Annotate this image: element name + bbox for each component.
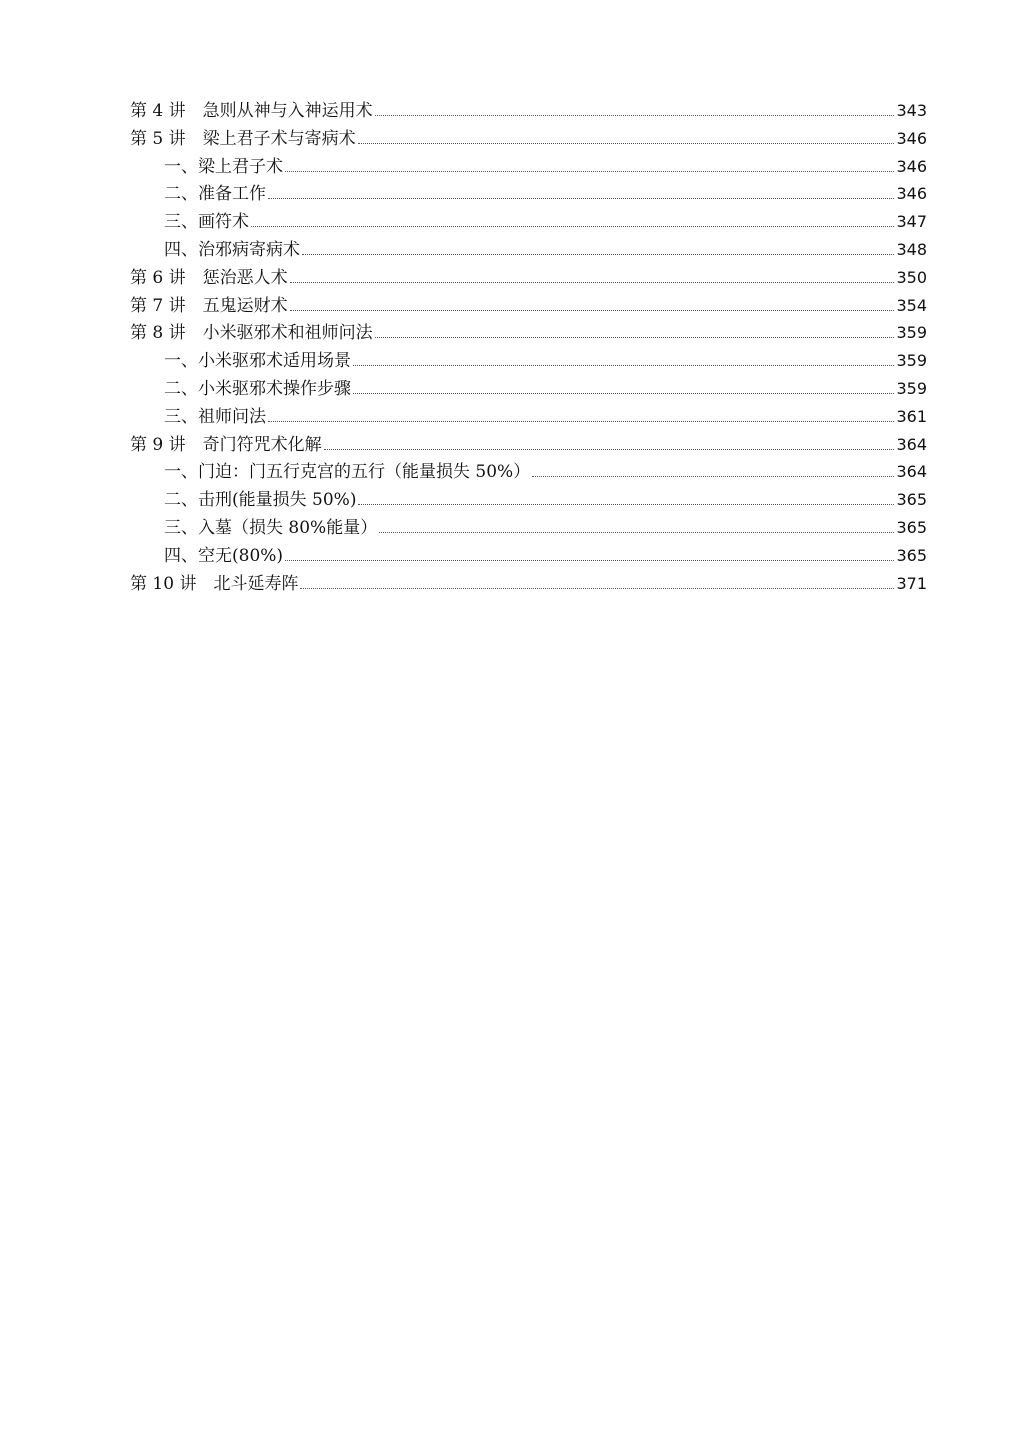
toc-entry-title: 第 9 讲 奇门符咒术化解 [130,434,322,455]
toc-entry[interactable] [130,431,927,459]
toc-entry-title: 二、击刑(能量损失 50%) [164,490,357,511]
dot-leader [532,475,894,477]
toc-entry-page: 350 [896,267,927,287]
toc-entry-title: 第 4 讲 急则从神与入神运用术 [130,101,373,121]
dot-leader [358,503,894,505]
toc-entry-title: 四、空无(80%) [164,545,284,566]
toc-entry-page: 365 [896,490,927,510]
toc-entry[interactable] [130,180,927,208]
toc-entry[interactable] [130,542,927,570]
toc-entry-page: 354 [896,295,927,315]
toc-entry-title: 一、小米驱邪术适用场景 [164,351,351,372]
toc-entry[interactable] [130,514,927,542]
toc-entry[interactable] [130,97,927,125]
toc-entry-title: 一、梁上君子术 [164,156,283,177]
toc-entry-title: 三、画符术 [164,212,249,233]
toc-entry-title: 第 5 讲 梁上君子术与寄病术 [130,128,356,149]
dot-leader [268,420,894,422]
toc-entry[interactable] [130,208,927,236]
dot-leader [268,197,894,199]
dot-leader [353,392,894,394]
dot-leader [375,336,895,338]
toc-entry-title: 二、准备工作 [164,184,266,205]
dot-leader [302,253,894,255]
toc-entry-page: 343 [896,101,927,120]
toc-entry-page: 365 [896,545,927,565]
toc-entry[interactable] [130,347,927,375]
toc-entry-page: 346 [896,156,927,176]
toc-entry-title: 三、入墓（损失 80%能量） [164,517,378,538]
toc-entry[interactable] [130,125,927,153]
dot-leader [324,448,895,450]
dot-leader [379,531,894,533]
toc-entry[interactable] [130,292,927,320]
toc-entry-title: 第 8 讲 小米驱邪术和祖师问法 [130,323,373,344]
dot-leader [285,559,894,561]
toc-entry-page: 348 [896,239,927,259]
toc-entry-page: 359 [896,351,927,371]
dot-leader [300,587,894,589]
toc-entry[interactable] [130,375,927,403]
toc-entry[interactable] [130,458,927,486]
toc-entry-title: 二、小米驱邪术操作步骤 [164,378,351,399]
toc-entry-title: 第 10 讲 北斗延寿阵 [130,573,299,594]
toc-entry-page: 359 [896,323,927,343]
toc-entry-page: 361 [896,406,927,426]
toc-entry[interactable] [130,236,927,264]
dot-leader [353,364,894,366]
toc-entry[interactable] [130,486,927,514]
toc-entry-page: 371 [896,573,927,593]
toc-entry-page: 364 [896,462,927,482]
toc-entry-page: 359 [896,378,927,398]
dot-leader [290,281,895,283]
toc-entry-page: 346 [896,184,927,204]
toc-entry[interactable] [130,319,927,347]
toc-entry-page: 347 [896,212,927,232]
toc-entry[interactable] [130,153,927,181]
table-of-contents [130,97,927,597]
toc-entry[interactable] [130,570,927,598]
toc-entry-page: 364 [896,434,927,454]
toc-entry-title: 一、门迫：门五行克宫的五行（能量损失 50%） [164,462,531,483]
toc-entry-page: 365 [896,517,927,537]
toc-entry-title: 第 6 讲 惩治恶人术 [130,267,288,288]
dot-leader [358,142,895,144]
dot-leader [375,114,895,116]
toc-entry-title: 第 7 讲 五鬼运财术 [130,295,288,316]
toc-entry-page: 346 [896,128,927,148]
dot-leader [251,225,894,227]
dot-leader [285,170,894,172]
toc-entry-title: 四、治邪病寄病术 [164,239,300,260]
toc-entry[interactable] [130,264,927,292]
dot-leader [290,309,895,311]
toc-entry-title: 三、祖师问法 [164,406,266,427]
toc-entry[interactable] [130,403,927,431]
